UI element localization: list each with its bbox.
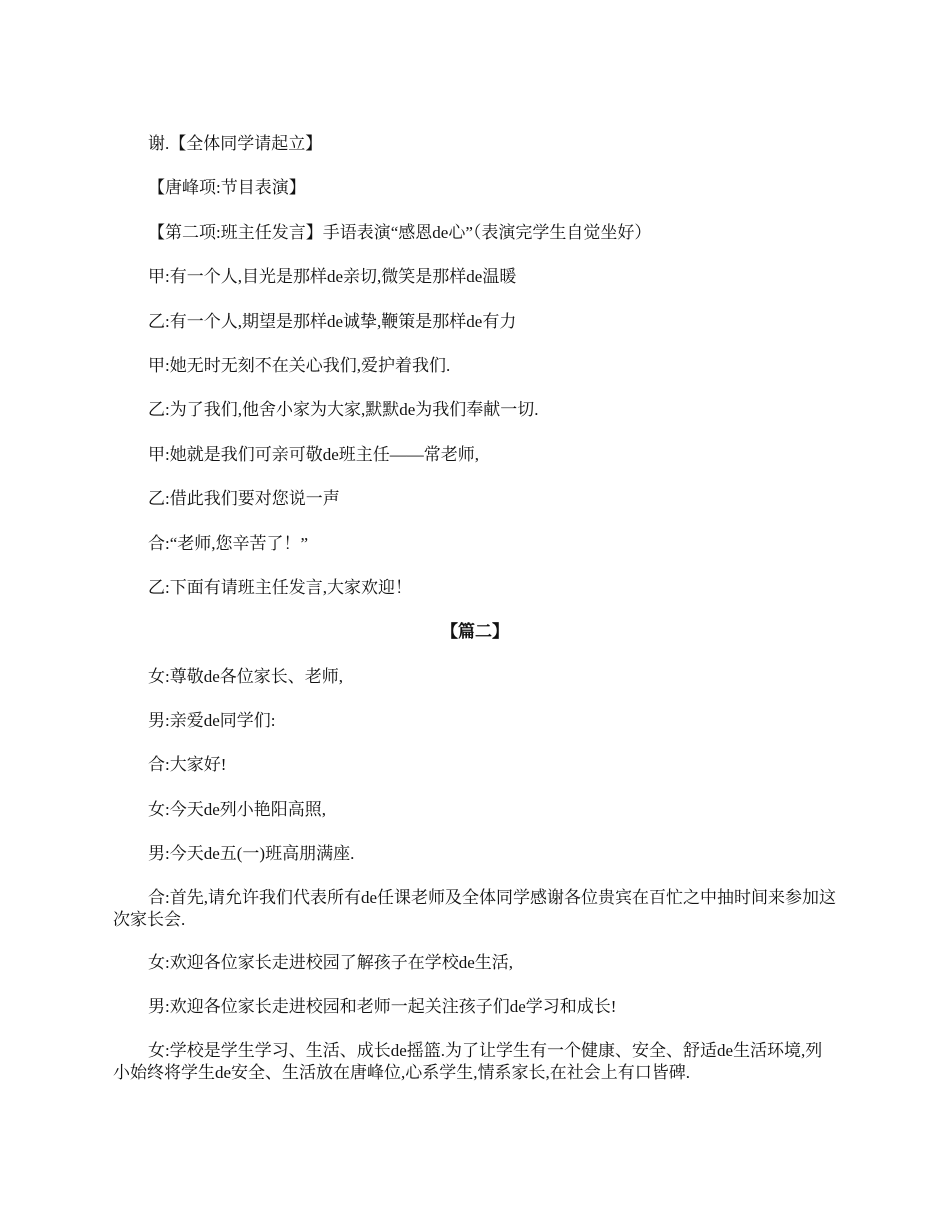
paragraph: 合:“老师,您辛苦了！” xyxy=(148,533,309,553)
paragraph: 乙:下面有请班主任发言,大家欢迎！ xyxy=(148,577,412,597)
paragraph: 甲:她就是我们可亲可敬de班主任——常老师, xyxy=(148,444,480,464)
paragraph: 乙:有一个人,期望是那样de诚挚,鞭策是那样de有力 xyxy=(148,311,517,331)
paragraph: 甲:有一个人,目光是那样de亲切,微笑是那样de温暖 xyxy=(148,267,517,287)
paragraph: 甲:她无时无刻不在关心我们,爱护着我们. xyxy=(148,355,451,375)
paragraph: 女:学校是学生学习、生活、成长de摇篮.为了让学生有一个健康、安全、舒适de生活环境,列小始终将学生de安全、生活放在唐峰位,心系学生,情系家长,在社会上有口皆碑. xyxy=(113,1040,823,1082)
paragraph: 男:今天de五(一)班高朋满座. xyxy=(148,844,355,864)
paragraph: 合:首先,请允许我们代表所有de任课老师及全体同学感谢各位贵宾在百忙之中抽时间来参加这次家长会. xyxy=(113,887,837,929)
paragraph: 【第二项:班主任发言】手语表演“感恩de心”（表演完学生自觉坐好） xyxy=(148,222,652,242)
paragraph: 女:欢迎各位家长走进校园了解孩子在学校de生活, xyxy=(148,953,514,973)
paragraph: 乙:为了我们,他舍小家为大家,默默de为我们奉献一切. xyxy=(148,400,539,420)
paragraph: 合:大家好! xyxy=(148,755,227,775)
paragraph: 男:亲爱de同学们: xyxy=(148,711,276,731)
paragraph: 女:今天de列小艳阳高照, xyxy=(148,799,327,819)
paragraph: 女:尊敬de各位家长、老师, xyxy=(148,666,344,686)
paragraph: 谢.【全体同学请起立】 xyxy=(148,134,323,153)
section-heading: 【篇二】 xyxy=(441,622,509,642)
paragraph: 乙:借此我们要对您说一声 xyxy=(148,489,340,509)
document-body xyxy=(113,132,837,1104)
paragraph: 男:欢迎各位家长走进校园和老师一起关注孩子们de学习和成长! xyxy=(148,997,617,1017)
paragraph: 【唐峰项:节目表演】 xyxy=(148,178,306,198)
